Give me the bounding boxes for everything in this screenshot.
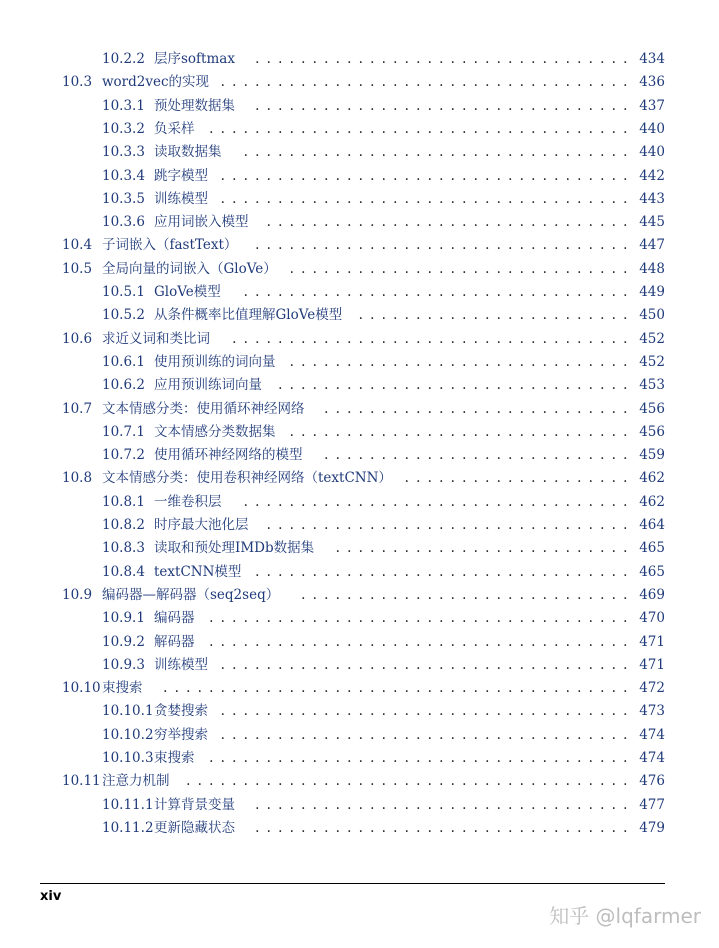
toc-entry-number: 10.3.1 <box>102 97 145 114</box>
toc-entry[interactable] <box>0 118 719 141</box>
toc-entry[interactable] <box>0 211 719 234</box>
toc-entry[interactable] <box>0 421 719 444</box>
toc-leader-dots: . . . . . . . . . . . . . . . . . . . . <box>404 470 628 487</box>
toc-entry-page[interactable]: 470 <box>639 610 665 627</box>
toc-entry-title[interactable]: 编码器 <box>154 610 195 627</box>
toc-entry-page[interactable]: 443 <box>639 190 665 207</box>
toc-entry-page[interactable]: 452 <box>639 330 665 347</box>
toc-entry-page[interactable]: 474 <box>639 726 665 743</box>
toc-entry-number: 10.3.3 <box>102 144 145 161</box>
toc-leader-dots: . . . . . . . . . . . . . . . . . . . . . . . . . . . <box>324 447 628 464</box>
toc-entry-number: 10.8 <box>62 470 93 487</box>
toc-entry-number: 10.10.2 <box>102 726 154 743</box>
toc-entry-page[interactable]: 445 <box>639 214 665 231</box>
toc-entry-title[interactable]: 跳字模型 <box>154 167 208 184</box>
toc-entry-page[interactable]: 456 <box>639 400 665 417</box>
toc-entry-number: 10.9.1 <box>102 610 145 627</box>
toc-entry-title[interactable]: 时序最大池化层 <box>154 517 249 533</box>
toc-entry-title[interactable]: 全局向量的词嵌入（GloVe） <box>102 260 277 277</box>
toc-entry-page[interactable]: 450 <box>639 307 665 324</box>
toc-entry-title[interactable]: 计算背景变量 <box>154 796 235 813</box>
toc-entry-page[interactable]: 462 <box>639 493 665 510</box>
toc-leader-dots: . . . . . . . . . . . . . . . . . . . . . . . . . . . . . . . <box>278 377 628 394</box>
toc-entry-title[interactable]: 解码器 <box>154 633 195 650</box>
toc-entry[interactable] <box>0 374 719 397</box>
toc-entry-number: 10.9.3 <box>102 656 145 673</box>
toc-entry-number: 10.2.2 <box>102 51 145 67</box>
toc-entry-title[interactable]: 使用循环神经网络的模型 <box>154 447 303 464</box>
toc-entry-number: 10.10 <box>62 680 101 697</box>
toc-leader-dots: . . . . . . . . . . . . . . . . . . . . . . . . . . . . . . <box>289 260 628 277</box>
toc-entry-number: 10.9.2 <box>102 633 145 650</box>
toc-entry-title[interactable]: 从条件概率比值理解GloVe模型 <box>154 307 343 324</box>
toc-entry-page[interactable]: 464 <box>639 517 665 533</box>
toc-entry-number: 10.6.1 <box>102 353 145 370</box>
toc-entry-title[interactable]: 应用词嵌入模型 <box>154 214 249 231</box>
toc-leader-dots: . . . . . . . . . . . . . . . . . . . . . . . . . . . . . . <box>289 423 628 440</box>
toc-entry[interactable] <box>0 537 719 560</box>
toc-entry-title[interactable]: 文本情感分类数据集 <box>154 423 276 440</box>
toc-entry-title[interactable]: 穷举搜索 <box>154 726 208 743</box>
toc-entry[interactable] <box>0 677 719 700</box>
toc-entry[interactable] <box>0 48 719 71</box>
toc-entry-title[interactable]: 束搜索 <box>102 680 143 697</box>
toc-entry-number: 10.3.6 <box>102 214 145 231</box>
toc-leader-dots: . . . . . . . . . . . . . . . . . . . . . . . . . . . . . . . . . . . . <box>220 656 628 673</box>
toc-entry-number: 10.11.2 <box>102 819 154 836</box>
toc-leader-dots: . . . . . . . . . . . . . . . . . . . . . . . . . . . . . . . . . . . . . <box>209 750 628 766</box>
toc-leader-dots: . . . . . . . . . . . . . . . . . . . . . . . . . . . . . . . . . . . . <box>220 726 628 743</box>
toc-entry-page[interactable]: 462 <box>639 470 665 487</box>
toc-leader-dots: . . . . . . . . . . . . . . . . . . . . . . . . . . . . . . . . . . . . . <box>209 610 628 627</box>
toc-leader-dots: . . . . . . . . . . . . . . . . . . . . . . . . . . . . . . . . . . . . . <box>209 633 628 650</box>
toc-entry-page[interactable]: 436 <box>639 74 665 91</box>
toc-entry-page[interactable]: 448 <box>639 260 665 277</box>
toc-entry[interactable] <box>0 444 719 467</box>
toc-leader-dots: . . . . . . . . . . . . . . . . . . . . . . . . . . . . . . . . . . . . <box>220 74 628 91</box>
toc-leader-dots: . . . . . . . . . . . . . . . . . . . . . . . . . . . . . . . . . . <box>243 284 628 300</box>
toc-entry-page[interactable]: 434 <box>639 51 665 67</box>
toc-entry[interactable] <box>0 794 719 817</box>
toc-entry-title[interactable]: 读取数据集 <box>154 144 222 161</box>
toc-entry[interactable] <box>0 351 719 374</box>
toc-entry-page[interactable]: 471 <box>639 656 665 673</box>
toc-entry-page[interactable]: 449 <box>639 284 665 300</box>
toc-leader-dots: . . . . . . . . . . . . . . . . . . . . . . . . . . . . . . . . <box>266 517 628 533</box>
toc-entry-title[interactable]: 注意力机制 <box>102 773 170 790</box>
toc-entry[interactable] <box>0 724 719 747</box>
toc-entry-number: 10.9 <box>62 586 93 603</box>
toc-entry[interactable] <box>0 654 719 677</box>
toc-entry-number: 10.3.4 <box>102 167 145 184</box>
toc-entry-title[interactable]: 一维卷积层 <box>154 493 222 510</box>
toc-entry-title[interactable]: 层序softmax <box>154 51 235 67</box>
toc-entry-number: 10.6 <box>62 330 93 347</box>
toc-entry-page[interactable]: 476 <box>639 773 665 790</box>
toc-leader-dots: . . . . . . . . . . . . . . . . . . . . . . . . . . . . . . <box>289 353 628 370</box>
toc-entry-page[interactable]: 440 <box>639 144 665 161</box>
toc-leader-dots: . . . . . . . . . . . . . . . . . . . . . . . . . . . <box>324 400 628 417</box>
toc-leader-dots: . . . . . . . . . . . . . . . . . . . . . . . . . . . . . . . . . . . . . . . . . <box>163 680 628 697</box>
toc-entry[interactable] <box>0 71 719 94</box>
toc-entry-page[interactable]: 440 <box>639 120 665 137</box>
toc-entry-title[interactable]: 求近义词和类比词 <box>102 330 210 347</box>
toc-entry[interactable] <box>0 584 719 607</box>
toc-leader-dots: . . . . . . . . . . . . . . . . . . . . . . . . . . . . . . . . . <box>255 97 628 114</box>
toc-leader-dots: . . . . . . . . . . . . . . . . . . . . . . . . . . <box>335 540 628 557</box>
toc-leader-dots: . . . . . . . . . . . . . . . . . . . . . . . . . . . . . . . . . <box>255 51 628 67</box>
toc-leader-dots: . . . . . . . . . . . . . . . . . . . . . . . . . . . . . . . . . . <box>243 493 628 510</box>
toc-entry-page[interactable]: 452 <box>639 353 665 370</box>
toc-entry[interactable] <box>0 188 719 211</box>
toc-entry-number: 10.8.4 <box>102 563 145 580</box>
toc-entry-page[interactable]: 473 <box>639 703 665 720</box>
toc-leader-dots: . . . . . . . . . . . . . . . . . . . . . . . . . . . . . . . . . . . . . . . <box>186 773 628 790</box>
toc-entry-number: 10.11 <box>62 773 101 790</box>
toc-entry[interactable] <box>0 281 719 304</box>
toc-entry[interactable] <box>0 258 719 281</box>
toc-entry-number: 10.7.2 <box>102 447 145 464</box>
toc-entry[interactable] <box>0 561 719 584</box>
toc-entry[interactable] <box>0 747 719 770</box>
toc-entry[interactable] <box>0 467 719 490</box>
toc-entry-page[interactable]: 472 <box>639 680 665 697</box>
toc-entry-number: 10.8.2 <box>102 517 145 533</box>
toc-entry-title[interactable]: 贪婪搜索 <box>154 703 208 720</box>
toc-entry-number: 10.11.1 <box>102 796 154 813</box>
toc-entry-number: 10.8.3 <box>102 540 145 557</box>
toc-entry[interactable] <box>0 165 719 188</box>
toc-entry-title[interactable]: 编码器—解码器（seq2seq） <box>102 586 280 603</box>
toc-entry-number: 10.7.1 <box>102 423 145 440</box>
toc-entry-page[interactable]: 471 <box>639 633 665 650</box>
toc-entry[interactable] <box>0 398 719 421</box>
toc-leader-dots: . . . . . . . . . . . . . . . . . . . . . . . . . . . . . . . . . . . . <box>220 167 628 184</box>
toc-entry-number: 10.7 <box>62 400 93 417</box>
toc-leader-dots: . . . . . . . . . . . . . . . . . . . . . . . . . . . . . . . . . <box>255 819 628 836</box>
toc-entry-number: 10.3.5 <box>102 190 145 207</box>
toc-leader-dots: . . . . . . . . . . . . . . . . . . . . . . . . . . . . . . . . <box>266 214 628 231</box>
toc-entry-page[interactable]: 453 <box>639 377 665 394</box>
toc-entry-page[interactable]: 447 <box>639 237 665 254</box>
toc-entry[interactable] <box>0 234 719 257</box>
toc-entry[interactable] <box>0 304 719 327</box>
toc-entry-page[interactable]: 437 <box>639 97 665 114</box>
watermark: 知乎 @lqfarmer <box>549 904 701 928</box>
toc-entry-number: 10.3.2 <box>102 120 145 137</box>
toc-entry-title[interactable]: textCNN模型 <box>154 563 242 580</box>
toc-entry[interactable] <box>0 607 719 630</box>
toc-entry-title[interactable]: 负采样 <box>154 120 195 137</box>
toc-entry-number: 10.4 <box>62 237 93 254</box>
toc-entry-title[interactable]: 应用预训练词向量 <box>154 377 262 394</box>
toc-entry-title[interactable]: 束搜索 <box>154 750 195 766</box>
toc-entry-page[interactable]: 465 <box>639 563 665 580</box>
toc-entry[interactable] <box>0 700 719 723</box>
toc-entry-page[interactable]: 459 <box>639 447 665 464</box>
footer-divider <box>40 883 665 884</box>
toc-entry-number: 10.8.1 <box>102 493 145 510</box>
toc-entry[interactable] <box>0 491 719 514</box>
toc-entry-number: 10.3 <box>62 74 93 91</box>
toc-entry-title[interactable]: 文本情感分类：使用卷积神经网络（textCNN） <box>102 470 392 487</box>
toc-entry[interactable] <box>0 95 719 118</box>
toc-entry-title[interactable]: 训练模型 <box>154 656 208 673</box>
toc-leader-dots: . . . . . . . . . . . . . . . . . . . . . . . . . . . . . . . . . . . <box>232 330 628 347</box>
toc-entry-number: 10.5.1 <box>102 284 145 300</box>
toc-entry-title[interactable]: 子词嵌入（fastText） <box>102 237 238 254</box>
toc-leader-dots: . . . . . . . . . . . . . . . . . . . . . . . . . . . . . . . . . <box>255 237 628 254</box>
toc-leader-dots: . . . . . . . . . . . . . . . . . . . . . . . . . . . . . <box>301 586 628 603</box>
toc-entry-title[interactable]: 使用预训练的词向量 <box>154 353 276 370</box>
toc-entry-title[interactable]: GloVe模型 <box>154 284 221 300</box>
toc-leader-dots: . . . . . . . . . . . . . . . . . . . . . . . . . . . . . . . . . . . . <box>220 703 628 720</box>
toc-entry-title[interactable]: word2vec的实现 <box>102 74 210 91</box>
toc-leader-dots: . . . . . . . . . . . . . . . . . . . . . . . . . . . . . . . . . . . . <box>220 190 628 207</box>
toc-entry-number: 10.5.2 <box>102 307 145 324</box>
toc-entry[interactable] <box>0 141 719 164</box>
toc-entry-title[interactable]: 预处理数据集 <box>154 97 235 114</box>
toc-entry[interactable] <box>0 817 719 840</box>
toc-entry-page[interactable]: 469 <box>639 586 665 603</box>
toc-leader-dots: . . . . . . . . . . . . . . . . . . . . . . . . . . . . . . . . . <box>255 796 628 813</box>
toc-entry-number: 10.10.3 <box>102 750 154 766</box>
toc-entry[interactable] <box>0 514 719 537</box>
toc-entry-page[interactable]: 479 <box>639 819 665 836</box>
toc-entry-title[interactable]: 训练模型 <box>154 190 208 207</box>
page-number: xiv <box>40 889 62 904</box>
toc-entry[interactable] <box>0 631 719 654</box>
toc-entry-page[interactable]: 477 <box>639 796 665 813</box>
toc-entry-page[interactable]: 465 <box>639 540 665 557</box>
toc-leader-dots: . . . . . . . . . . . . . . . . . . . . . . . . . . . . . . . . . <box>255 563 628 580</box>
toc-entry-number: 10.5 <box>62 260 93 277</box>
toc-entry-number: 10.10.1 <box>102 703 154 720</box>
toc-leader-dots: . . . . . . . . . . . . . . . . . . . . . . . . <box>358 307 628 324</box>
toc-entry-page[interactable]: 456 <box>639 423 665 440</box>
toc-entry-number: 10.6.2 <box>102 377 145 394</box>
toc-entry-page[interactable]: 474 <box>639 750 665 766</box>
toc-entry-title[interactable]: 文本情感分类：使用循环神经网络 <box>102 400 305 417</box>
toc-entry-page[interactable]: 442 <box>639 167 665 184</box>
toc-entry-title[interactable]: 更新隐藏状态 <box>154 819 235 836</box>
toc-entry-title[interactable]: 读取和预处理IMDb数据集 <box>154 540 315 557</box>
toc-entry[interactable] <box>0 770 719 793</box>
toc-entry[interactable] <box>0 328 719 351</box>
toc-leader-dots: . . . . . . . . . . . . . . . . . . . . . . . . . . . . . . . . . . <box>243 144 628 161</box>
toc-leader-dots: . . . . . . . . . . . . . . . . . . . . . . . . . . . . . . . . . . . . . <box>209 120 628 137</box>
